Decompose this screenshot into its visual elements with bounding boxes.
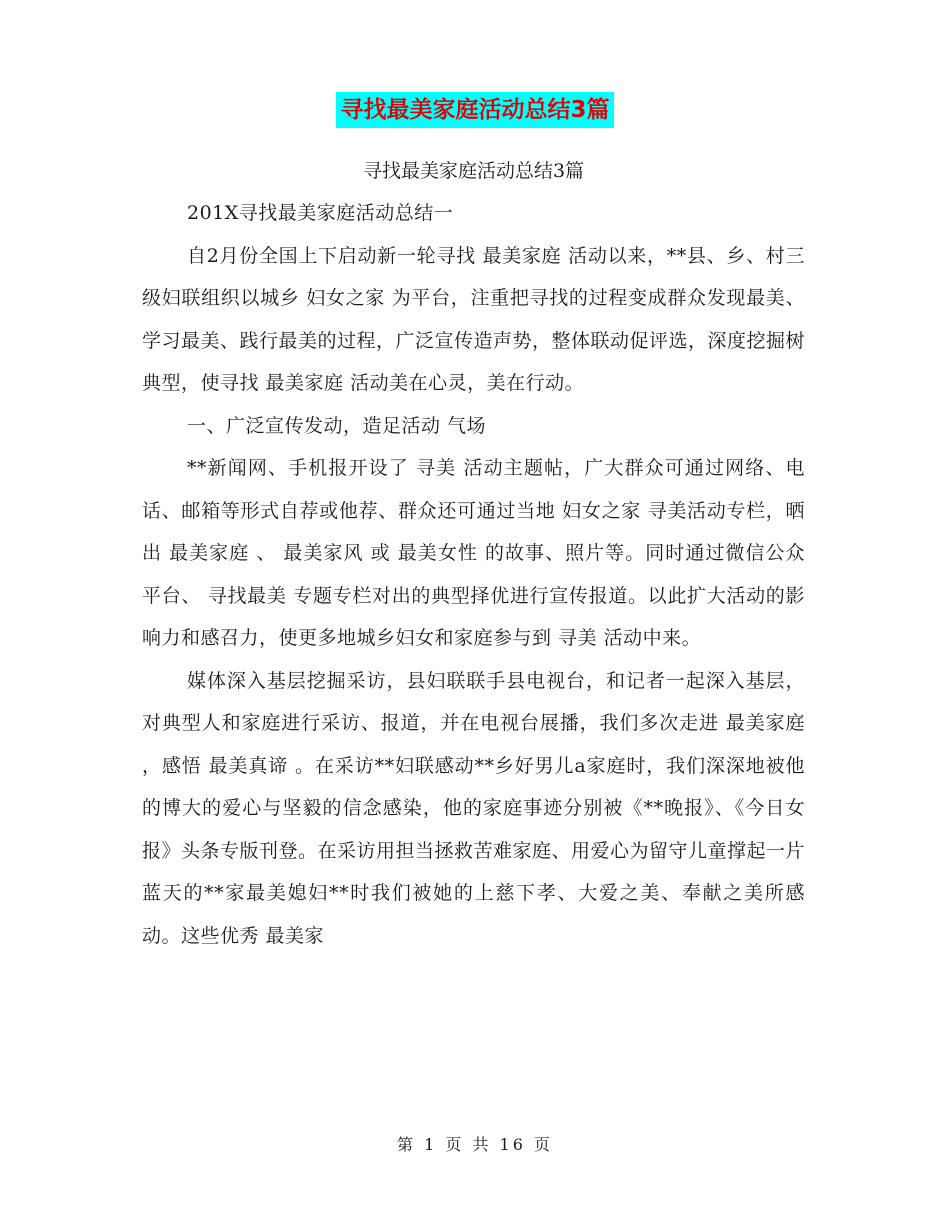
document-subtitle: 寻找最美家庭活动总结3篇 (362, 160, 585, 182)
paragraph: **新闻网、手机报开设了 寻美 活动主题帖，广大群众可通过网络、电话、邮箱等形式自荐或他荐、群众还可通过当地 妇女之家 寻美活动专栏，晒出 最美家庭 、 最美家风 或 最美女性 的故事、照片等。同时通过微信公众平台、 寻找最美 专题专栏对出的典型择优进行宣传报道。以此扩大活动的影响力和感召力，使更多地城乡妇女和家庭参与到 寻美 活动中来。 (142, 457, 805, 649)
page-footer: 第 1 页 共 16 页 (397, 1135, 553, 1154)
paragraph: 自2月份全国上下启动新一轮寻找 最美家庭 活动以来，**县、乡、村三级妇联组织以城乡 妇女之家 为平台，注重把寻找的过程变成群众发现最美、学习最美、践行最美的过程，广泛宣传造声势，整体联动促评选，深度挖掘树典型，使寻找 最美家庭 活动美在心灵，美在行动。 (142, 244, 806, 394)
document-body (142, 150, 805, 957)
title-container (0, 92, 950, 128)
section-heading: 一、广泛宣传发动，造足活动 气场 (187, 414, 487, 437)
document-title: 寻找最美家庭活动总结3篇 (336, 92, 613, 128)
paragraph: 媒体深入基层挖掘采访，县妇联联手县电视台，和记者一起深入基层，对典型人和家庭进行采访、报道，并在电视台展播，我们多次走进 最美家庭 ，感悟 最美真谛 。在采访**妇联感动**乡好男儿a家庭时，我们深深地被他的博大的爱心与坚毅的信念感染，他的家庭事迹分别被《**晚报》、《今日女报》头条专版刊登。在采访用担当拯救苦难家庭、用爱心为留守儿童撑起一片蓝天的**家最美媳妇**时我们被她的上慈下孝、大爱之美、奉献之美所感动。这些优秀 最美家 (142, 669, 806, 947)
section-heading: 201X寻找最美家庭活动总结一 (187, 202, 454, 224)
